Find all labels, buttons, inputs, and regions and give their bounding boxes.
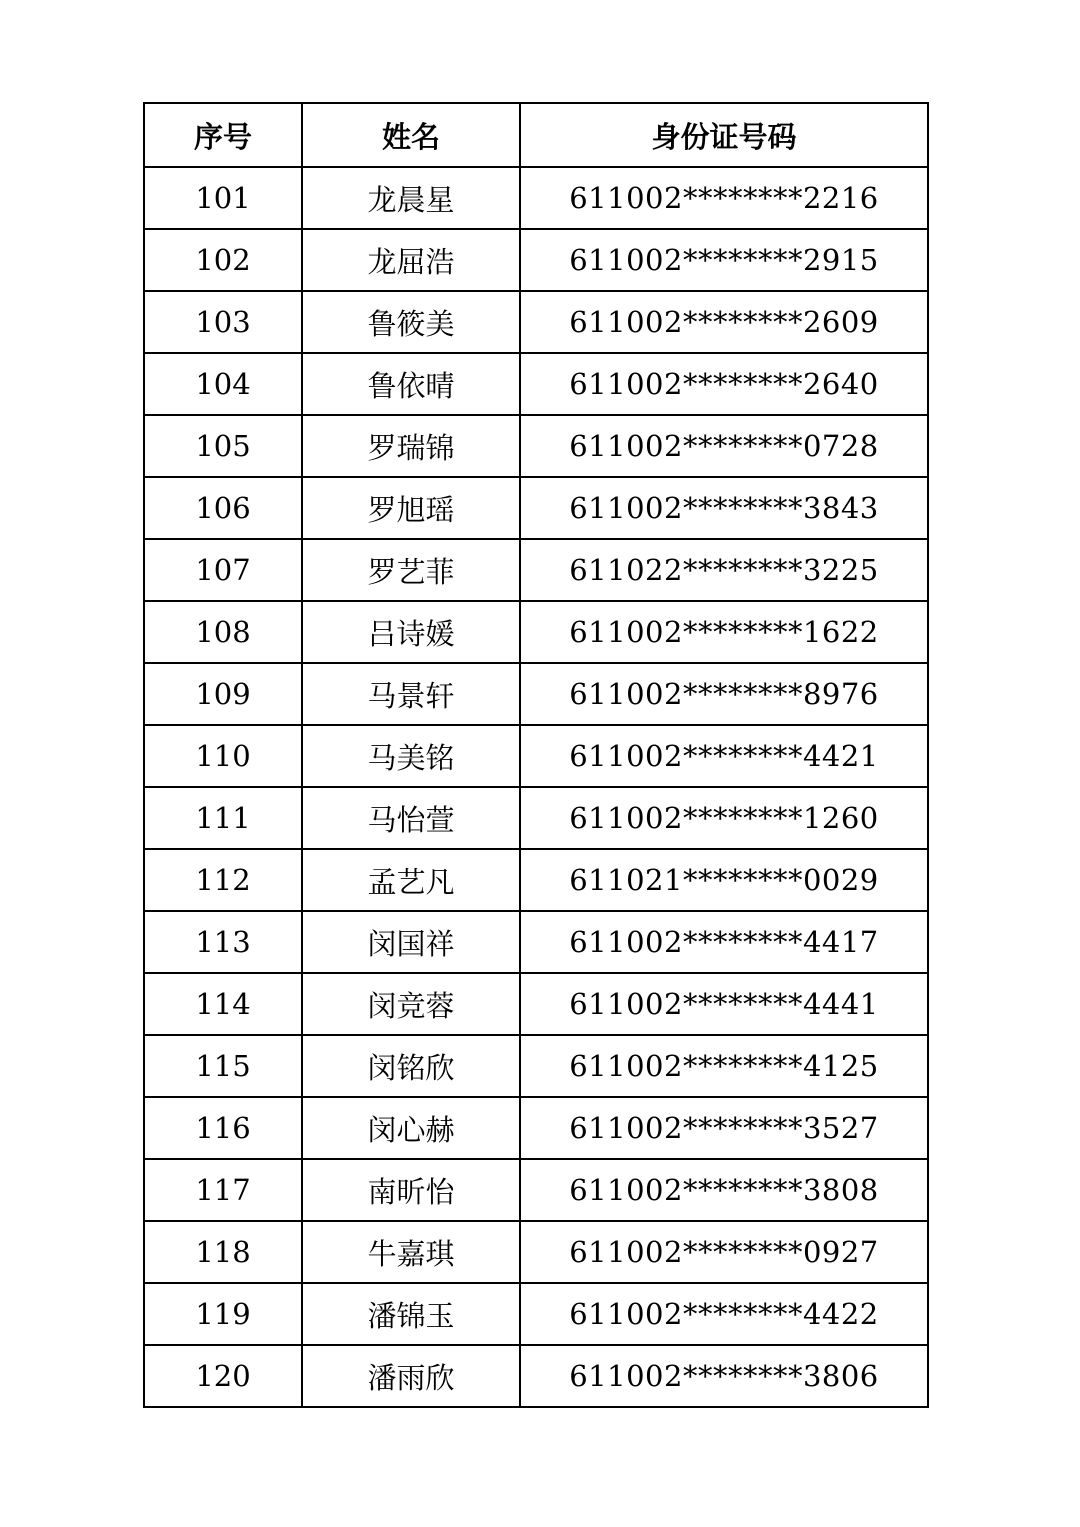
name-cell: 罗艺菲: [302, 539, 520, 601]
roster-table: [143, 102, 929, 1408]
name-cell: 马景轩: [302, 663, 520, 725]
name-cell: 牛嘉琪: [302, 1221, 520, 1283]
id-number-cell: 611022********3225: [520, 539, 928, 601]
serial-number-cell: 106: [144, 477, 302, 539]
id-number-cell: 611021********0029: [520, 849, 928, 911]
id-number-cell: 611002********4421: [520, 725, 928, 787]
id-number-cell: 611002********0728: [520, 415, 928, 477]
id-number-cell: 611002********4125: [520, 1035, 928, 1097]
name-cell: 鲁筱美: [302, 291, 520, 353]
name-cell: 潘雨欣: [302, 1345, 520, 1407]
id-number-cell: 611002********2609: [520, 291, 928, 353]
serial-number-cell: 104: [144, 353, 302, 415]
name-cell: 鲁依晴: [302, 353, 520, 415]
id-number-cell: 611002********2216: [520, 167, 928, 229]
name-cell: 闵国祥: [302, 911, 520, 973]
name-cell: 罗旭瑶: [302, 477, 520, 539]
id-number-cell: 611002********4441: [520, 973, 928, 1035]
header-name: 姓名: [302, 103, 520, 167]
id-number-cell: 611002********1260: [520, 787, 928, 849]
serial-number-cell: 102: [144, 229, 302, 291]
id-number-cell: 611002********4422: [520, 1283, 928, 1345]
name-cell: 闵铭欣: [302, 1035, 520, 1097]
table-row: [144, 1035, 928, 1097]
serial-number-cell: 103: [144, 291, 302, 353]
name-cell: 龙晨星: [302, 167, 520, 229]
name-cell: 吕诗媛: [302, 601, 520, 663]
table-row: [144, 229, 928, 291]
serial-number-cell: 119: [144, 1283, 302, 1345]
name-cell: 马怡萱: [302, 787, 520, 849]
name-cell: 马美铭: [302, 725, 520, 787]
table-row: [144, 849, 928, 911]
serial-number-cell: 108: [144, 601, 302, 663]
serial-number-cell: 113: [144, 911, 302, 973]
table-row: [144, 1283, 928, 1345]
id-number-cell: 611002********3808: [520, 1159, 928, 1221]
id-number-cell: 611002********8976: [520, 663, 928, 725]
roster-sheet: [143, 102, 929, 1408]
serial-number-cell: 120: [144, 1345, 302, 1407]
table-row: [144, 353, 928, 415]
name-cell: 罗瑞锦: [302, 415, 520, 477]
serial-number-cell: 117: [144, 1159, 302, 1221]
serial-number-cell: 115: [144, 1035, 302, 1097]
table-row: [144, 973, 928, 1035]
id-number-cell: 611002********2915: [520, 229, 928, 291]
table-row: [144, 167, 928, 229]
header-serial-number: 序号: [144, 103, 302, 167]
name-cell: 孟艺凡: [302, 849, 520, 911]
name-cell: 南昕怡: [302, 1159, 520, 1221]
serial-number-cell: 105: [144, 415, 302, 477]
name-cell: 潘锦玉: [302, 1283, 520, 1345]
table-row: [144, 415, 928, 477]
serial-number-cell: 110: [144, 725, 302, 787]
serial-number-cell: 112: [144, 849, 302, 911]
table-row: [144, 1221, 928, 1283]
name-cell: 闵竞蓉: [302, 973, 520, 1035]
table-row: [144, 911, 928, 973]
table-row: [144, 1345, 928, 1407]
serial-number-cell: 114: [144, 973, 302, 1035]
table-row: [144, 477, 928, 539]
table-row: [144, 601, 928, 663]
id-number-cell: 611002********0927: [520, 1221, 928, 1283]
serial-number-cell: 109: [144, 663, 302, 725]
id-number-cell: 611002********3843: [520, 477, 928, 539]
serial-number-cell: 118: [144, 1221, 302, 1283]
table-row: [144, 787, 928, 849]
serial-number-cell: 101: [144, 167, 302, 229]
table-row: [144, 725, 928, 787]
id-number-cell: 611002********3806: [520, 1345, 928, 1407]
id-number-cell: 611002********1622: [520, 601, 928, 663]
table-row: [144, 539, 928, 601]
name-cell: 闵心赫: [302, 1097, 520, 1159]
id-number-cell: 611002********2640: [520, 353, 928, 415]
table-row: [144, 663, 928, 725]
table-row: [144, 1097, 928, 1159]
id-number-cell: 611002********3527: [520, 1097, 928, 1159]
header-row: [144, 103, 928, 167]
table-row: [144, 1159, 928, 1221]
name-cell: 龙屈浩: [302, 229, 520, 291]
table-row: [144, 291, 928, 353]
id-number-cell: 611002********4417: [520, 911, 928, 973]
header-id-number: 身份证号码: [520, 103, 928, 167]
serial-number-cell: 116: [144, 1097, 302, 1159]
serial-number-cell: 107: [144, 539, 302, 601]
serial-number-cell: 111: [144, 787, 302, 849]
